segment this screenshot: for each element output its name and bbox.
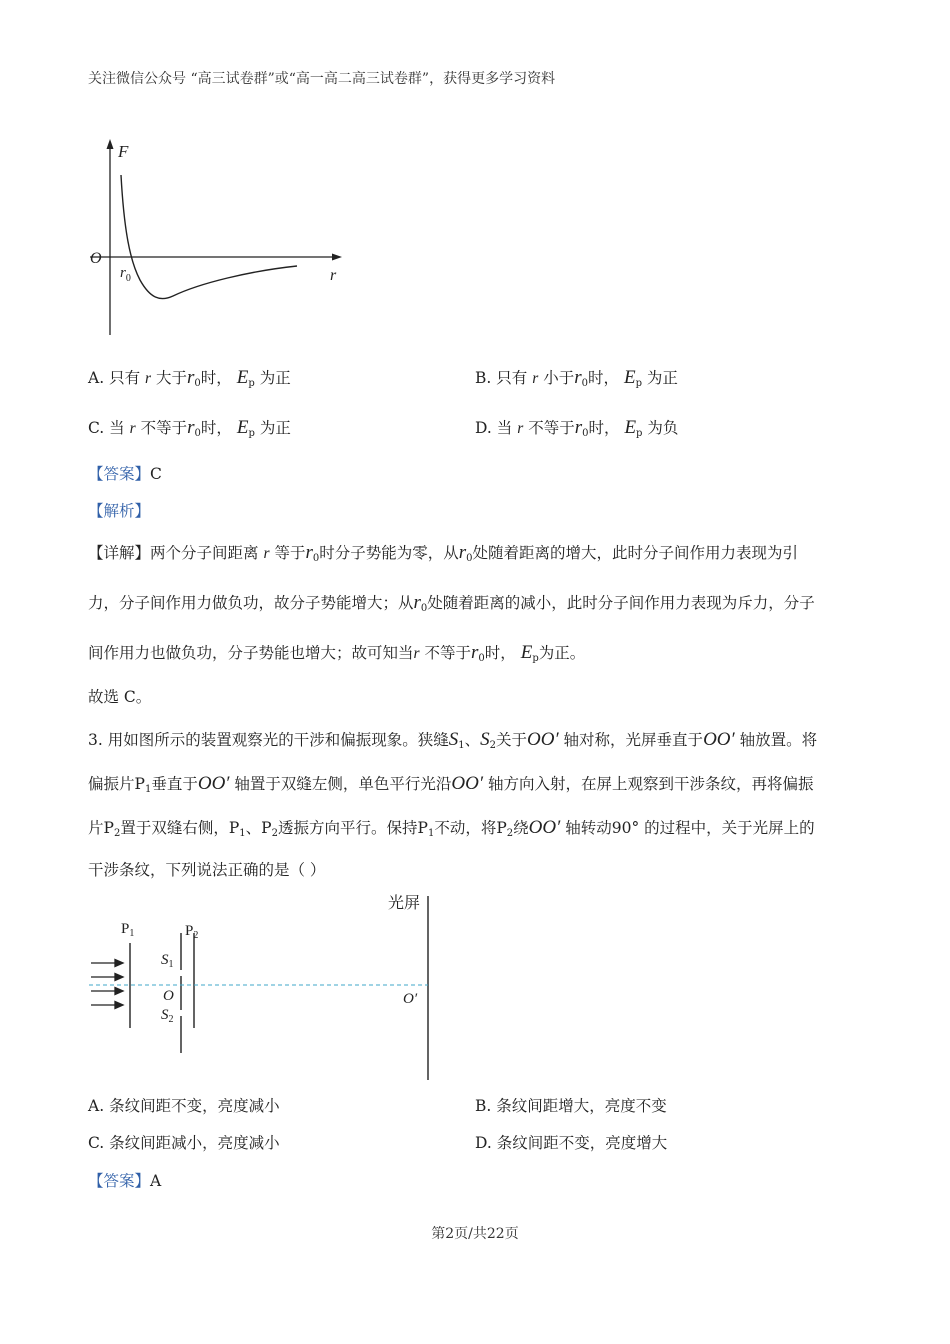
q2-analysis-tag: 【解析】 bbox=[88, 502, 151, 520]
figure-s1-label: S bbox=[161, 952, 169, 968]
q2-answer: 【答案】C bbox=[88, 465, 162, 483]
svg-text:S1 bbox=[161, 952, 174, 970]
q2-option-d[interactable]: D. 当 r 不等于$r_0$时， $E_p$ 为负 bbox=[475, 417, 679, 439]
figure-p2-label: P bbox=[185, 923, 194, 939]
graph-y-label: F bbox=[118, 142, 129, 161]
q3-stem-line-3: 片$P_2$置于双缝右侧，$P_1$、$P_2$透振方向平行。保持$P_1$不动，将$P_2$绕OO′ 轴转动90° 的过程中，关于光屏上的 bbox=[88, 817, 815, 839]
graph-r0-sub: 0 bbox=[125, 273, 131, 284]
q2-detail-line-1: 【详解】两个分子间距离 r 等于$r_0$时分子势能为零，从$r_0$处随着距离的增大，此时分子间作用力表现为引 bbox=[88, 542, 799, 564]
figure-screen-label: 光屏 bbox=[388, 895, 421, 912]
q3-option-a[interactable]: A. 条纹间距不变，亮度减小 bbox=[88, 1097, 280, 1115]
q3-answer: 【答案】A bbox=[88, 1172, 162, 1190]
graph-x-label: r bbox=[330, 267, 337, 284]
figure-s1-sub: 1 bbox=[168, 959, 174, 970]
q3-stem-line-1: 3. 用如图所示的装置观察光的干涉和偏振现象。狭缝$S_1$、$S_2$关于OO′ 轴对称，光屏垂直于OO′ 轴放置。将 bbox=[88, 729, 818, 751]
q2-option-c[interactable]: C. 当 r 不等于$r_0$时， $E_p$ 为正 bbox=[88, 417, 291, 439]
figure-p2-sub: 2 bbox=[193, 930, 199, 941]
double-slit-polarizer-figure bbox=[85, 888, 445, 1083]
q3-option-b[interactable]: B. 条纹间距增大，亮度不变 bbox=[475, 1097, 667, 1115]
svg-text:S2 bbox=[161, 1007, 174, 1025]
q3-stem-line-4: 干涉条纹，下列说法正确的是（ ） bbox=[88, 861, 326, 879]
force-distance-graph bbox=[80, 135, 360, 345]
svg-text:P1 bbox=[121, 921, 134, 939]
figure-o-prime-label: O′ bbox=[403, 991, 418, 1007]
q3-option-d[interactable]: D. 条纹间距不变，亮度增大 bbox=[475, 1134, 668, 1152]
figure-p1-label: P bbox=[121, 921, 130, 937]
q2-option-a[interactable]: A. 只有 r 大于$r_0$时， $E_p$ 为正 bbox=[88, 367, 291, 389]
q2-detail-line-3: 间作用力也做负功，分子势能也增大；故可知当r 不等于$r_0$时， $E_p$为正。 bbox=[88, 642, 586, 664]
page-number-footer: 第2页/共22页 bbox=[431, 1226, 519, 1242]
q2-conclusion: 故选 C。 bbox=[88, 688, 152, 706]
figure-p1-sub: 1 bbox=[129, 928, 135, 939]
graph-r0-label: r bbox=[120, 265, 126, 281]
figure-s2-label: S bbox=[161, 1007, 169, 1023]
svg-text:r0 bbox=[120, 265, 131, 284]
figure-o-label: O bbox=[163, 988, 174, 1004]
figure-s2-sub: 2 bbox=[168, 1014, 174, 1025]
q3-stem-line-2: 偏振片$P_1$垂直于OO′ 轴置于双缝左侧，单色平行光沿OO′ 轴方向入射，在屏上观察到干涉条纹，再将偏振 bbox=[88, 773, 814, 795]
q2-detail-line-2: 力，分子间作用力做负功，故分子势能增大；从$r_0$处随着距离的减小，此时分子间作用力表现为斥力，分子 bbox=[88, 592, 815, 614]
q2-option-b[interactable]: B. 只有 r 小于$r_0$时， $E_p$ 为正 bbox=[475, 367, 678, 389]
q3-option-c[interactable]: C. 条纹间距减小，亮度减小 bbox=[88, 1134, 280, 1152]
graph-origin-label: O bbox=[90, 250, 102, 267]
page-header-note: 关注微信公众号 “高三试卷群”或“高一高二高三试卷群”，获得更多学习资料 bbox=[88, 71, 556, 87]
svg-text:P2 bbox=[185, 923, 198, 941]
